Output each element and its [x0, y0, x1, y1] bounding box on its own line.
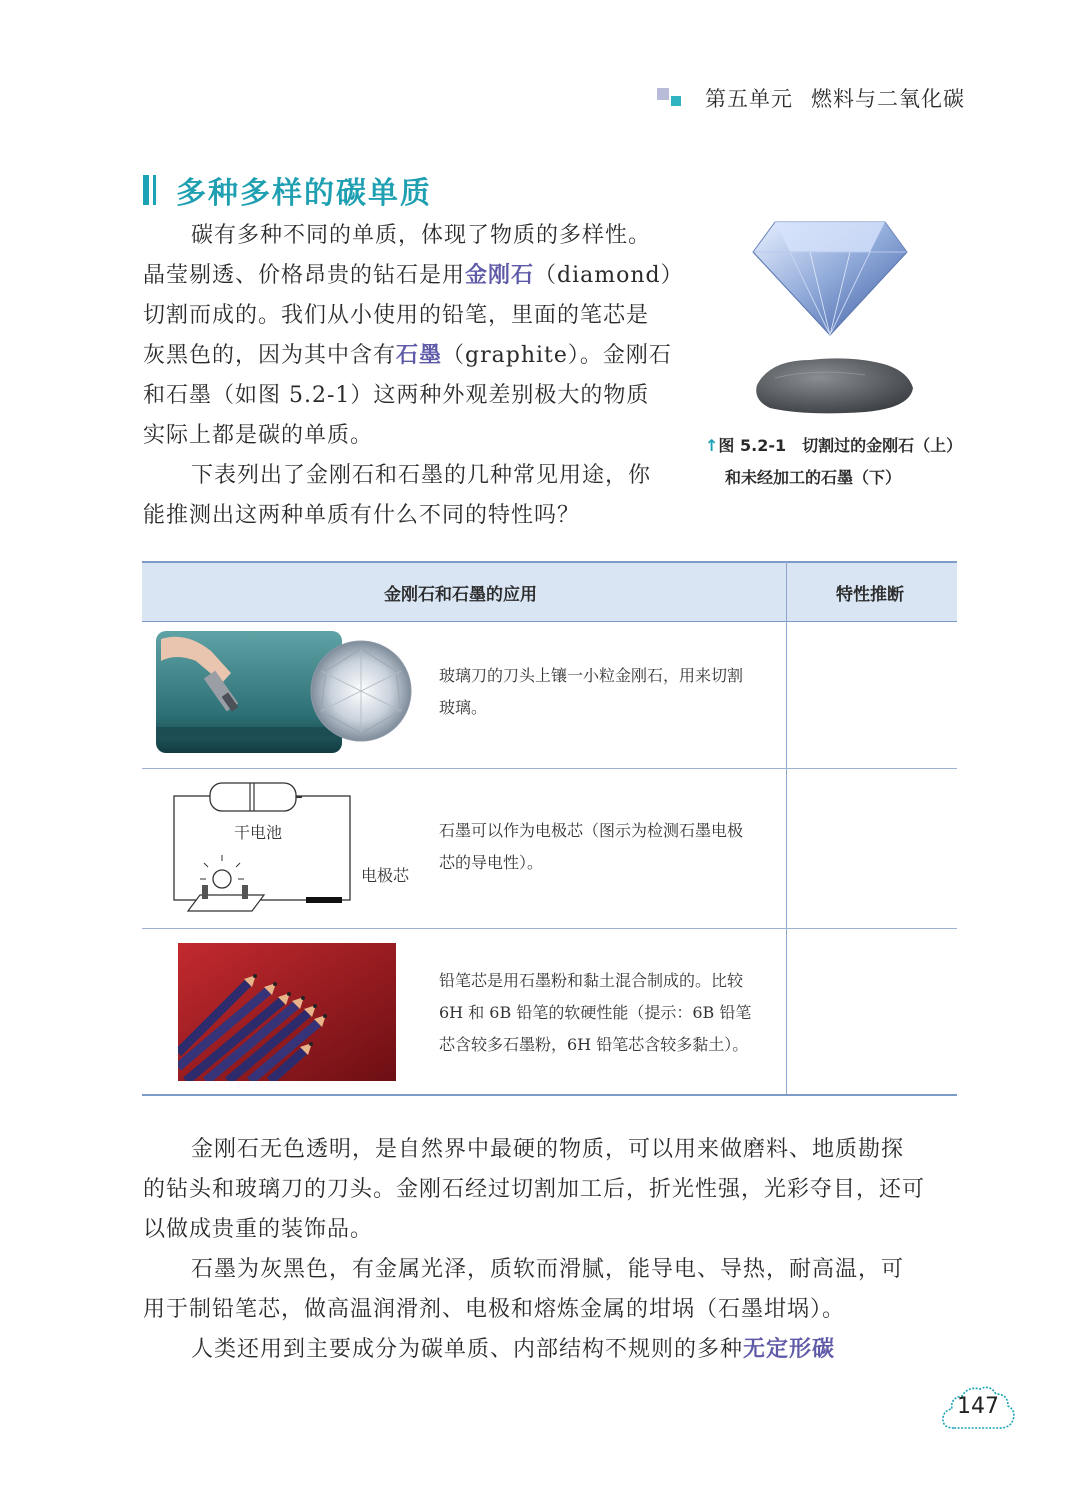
- body-line: 金刚石无色透明，是自然界中最硬的物质，可以用来做磨料、地质勘探: [191, 1137, 905, 1162]
- intro-line: 能推测出这两种单质有什么不同的特性吗？: [143, 503, 581, 528]
- battery-icon: [210, 783, 302, 811]
- table-row-2-text: 石墨可以作为电极芯（图示为检测石墨电极 芯的导电性）。: [439, 821, 744, 872]
- diamond-icon: [753, 222, 907, 335]
- figure-diamond-graphite: [735, 210, 925, 420]
- body-text: [143, 1130, 958, 1370]
- term-amorphous-carbon: 无定形碳: [743, 1337, 836, 1362]
- intro-line: 碳有多种不同的单质，体现了物质的多样性。: [191, 223, 652, 248]
- graphite-electrode-icon: [306, 897, 342, 903]
- body-line: 以做成贵重的装饰品。: [143, 1217, 374, 1242]
- intro-line: 和石墨（如图 5.2-1）这两种外观差别极大的物质: [143, 383, 650, 408]
- pencils-image: [178, 943, 396, 1081]
- intro-paragraph: [143, 216, 683, 536]
- caption-arrow-icon: ↑: [705, 436, 719, 455]
- header-decoration: [657, 88, 683, 110]
- circuit-diagram: [170, 779, 410, 921]
- intro-line: 晶莹剔透、价格昂贵的钻石是用金刚石（diamond）: [143, 263, 684, 288]
- section-marker-icon: [143, 175, 159, 205]
- body-line: 的钻头和玻璃刀的刀头。金刚石经过切割加工后，折光性强，光彩夺目，还可: [143, 1177, 926, 1202]
- table-row-3-text: 铅笔芯是用石墨粉和黏土混合制成的。比较 6H 和 6B 铅笔的软硬性能（提示：6B 铅笔 芯含较多石墨粉，6H 铅笔芯含较多黏土）。: [439, 971, 752, 1054]
- table-header-cell: 金刚石和石墨的应用: [384, 585, 537, 605]
- table-row-1-text: 玻璃刀的刀头上镶一小粒金刚石，用来切割 玻璃。: [439, 666, 744, 717]
- graphite-icon: [756, 358, 913, 413]
- battery-label: 干电池: [234, 823, 283, 842]
- body-line: 用于制铅笔芯，做高温润滑剂、电极和熔炼金属的坩埚（石墨坩埚）。: [143, 1297, 846, 1322]
- header-unit: 第五单元: [705, 87, 793, 111]
- application-table: [142, 561, 957, 1096]
- intro-line: 灰黑色的，因为其中含有石墨（graphite）。金刚石: [143, 343, 672, 368]
- term-graphite: 石墨: [396, 343, 443, 368]
- table-header-cell: 特性推断: [836, 585, 904, 605]
- figure-caption: ↑图 5.2-1 切割过的金刚石（上） 和未经加工的石墨（下）: [705, 436, 963, 487]
- intro-line: 下表列出了金刚石和石墨的几种常见用途，你: [191, 463, 652, 488]
- section-title: 多种多样的碳单质: [176, 176, 432, 211]
- glass-cutter-image: [156, 631, 416, 759]
- intro-line: 切割而成的。我们从小使用的铅笔，里面的笔芯是: [143, 303, 650, 328]
- electrode-label: 电极芯: [361, 866, 410, 885]
- page-number: 147: [940, 1380, 1016, 1436]
- header-title: 燃料与二氧化碳: [811, 87, 965, 111]
- body-line: 人类还用到主要成分为碳单质、内部结构不规则的多种无定形碳: [191, 1337, 836, 1362]
- table-header: [142, 561, 957, 622]
- running-header: [705, 83, 965, 113]
- base-board: [188, 885, 264, 911]
- intro-line: 实际上都是碳的单质。: [143, 423, 374, 448]
- term-diamond: 金刚石: [465, 263, 535, 288]
- body-line: 石墨为灰黑色，有金属光泽，质软而滑腻，能导电、导热，耐高温，可: [191, 1257, 905, 1282]
- bulb-icon: [200, 855, 244, 888]
